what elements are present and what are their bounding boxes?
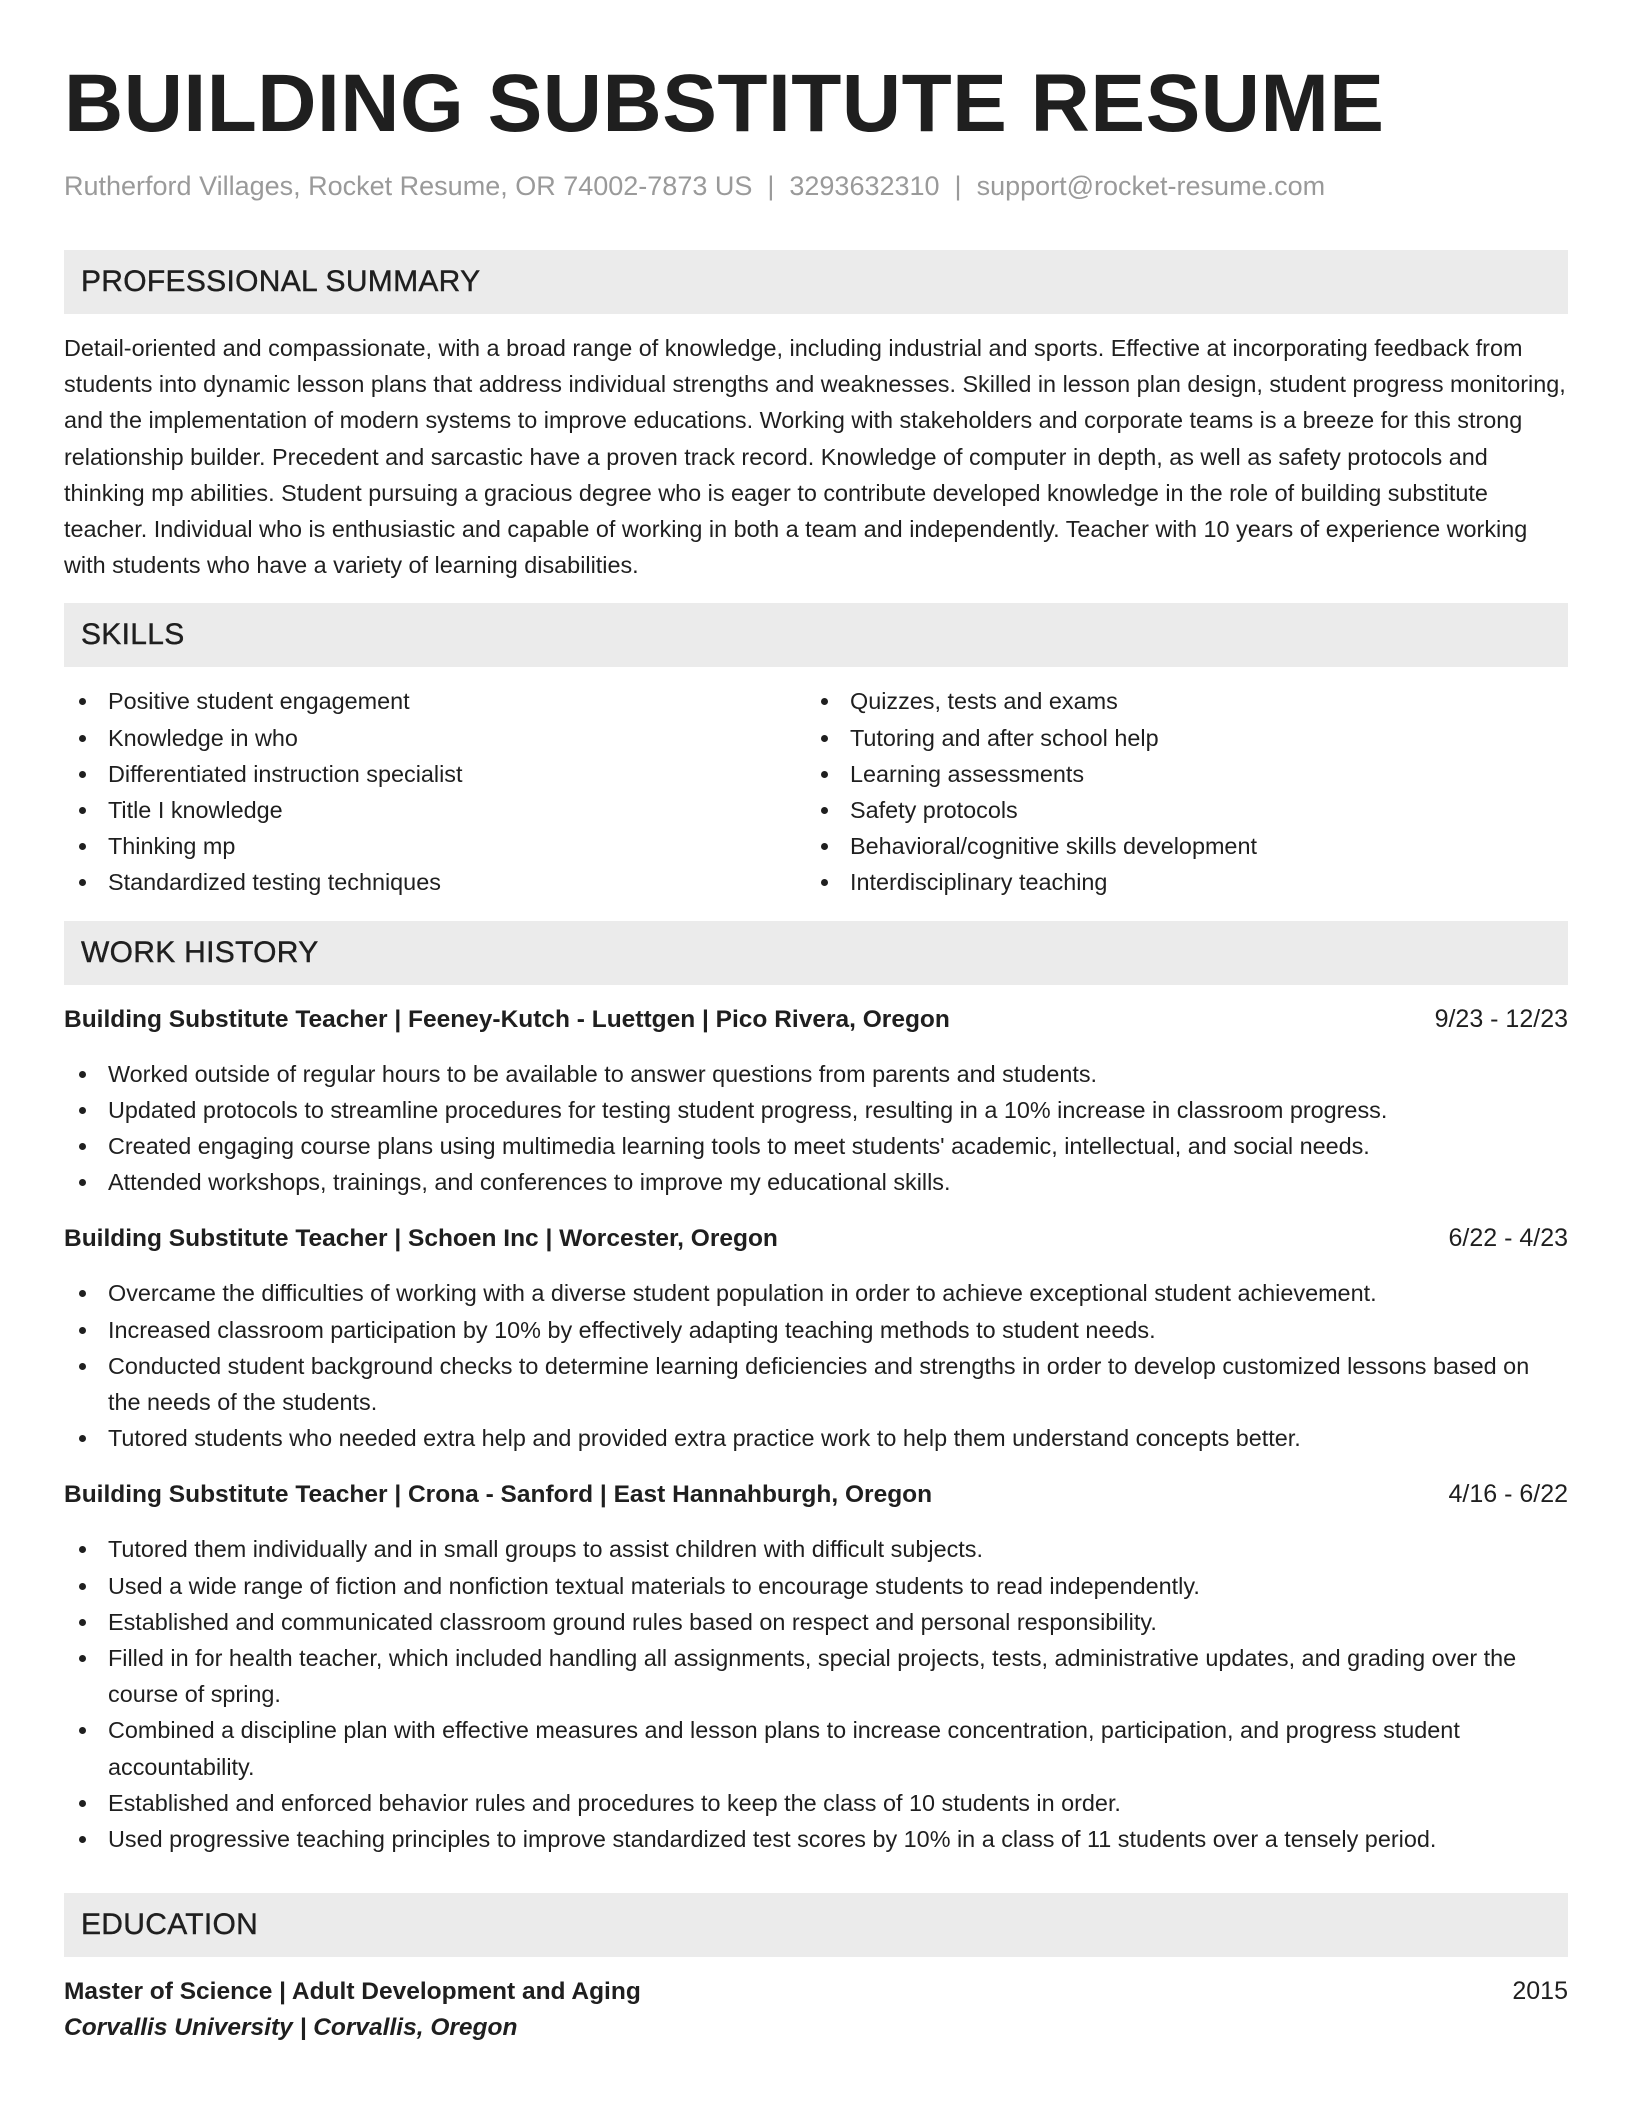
skill-item: Safety protocols [806, 792, 1548, 828]
skill-item: Standardized testing techniques [64, 864, 806, 900]
skills-heading: SKILLS [64, 603, 1568, 667]
job-dates: 9/23 - 12/23 [1434, 1004, 1568, 1033]
summary-heading: PROFESSIONAL SUMMARY [64, 250, 1568, 314]
job-bullets [64, 1531, 1568, 1857]
job-bullet: Established and enforced behavior rules and procedures to keep the class of 10 students in order. [64, 1785, 1568, 1821]
job-title: Building Substitute Teacher | Crona - Sanford | East Hannahburgh, Oregon [64, 1481, 933, 1509]
education-year: 2015 [1512, 1977, 1568, 2006]
skill-item: Thinking mp [64, 828, 806, 864]
contact-email: support@rocket-resume.com [976, 171, 1326, 201]
job-bullet: Conducted student background checks to determine learning deficiencies and strengths in order to develop customized lessons based on the needs of the students. [64, 1348, 1568, 1420]
job-bullet: Tutored students who needed extra help and provided extra practice work to help them understand concepts better. [64, 1420, 1568, 1456]
job-header [64, 1220, 1568, 1257]
contact-line [64, 168, 1568, 204]
job-bullet: Worked outside of regular hours to be available to answer questions from parents and students. [64, 1056, 1568, 1092]
summary-text: Detail-oriented and compassionate, with a broad range of knowledge, including industrial and sports. Effective at incorporating feedback from students into dynamic lesson plans that address individual strengths and weaknesses. Skilled in lesson plan design, student progress monitoring, and the implementation of modern systems to improve educations. Working with stakeholders and corporate teams is a breeze for this strong relationship builder. Precedent and sarcastic have a proven track record. Knowledge of computer in depth, as well as safety protocols and thinking mp abilities. Student pursuing a gracious degree who is eager to contribute developed knowledge in the role of building substitute teacher. Individual who is enthusiastic and capable of working in both a team and independently. Teacher with 10 years of experience working with students who have a variety of learning disabilities. [64, 335, 1566, 579]
skill-item: Differentiated instruction specialist [64, 756, 806, 792]
job-title: Building Substitute Teacher | Schoen Inc | Worcester, Oregon [64, 1225, 778, 1253]
education-school: Corvallis University | Corvallis, Oregon [64, 2014, 518, 2042]
skills-column-right [806, 683, 1548, 900]
contact-separator: | [767, 171, 775, 201]
job-entry [64, 1476, 1568, 1857]
contact-phone: 3293632310 [789, 171, 940, 201]
work-heading: WORK HISTORY [64, 921, 1568, 985]
job-bullet: Filled in for health teacher, which included handling all assignments, special projects, tests, administrative updates, and grading over the course of spring. [64, 1640, 1568, 1712]
skill-item: Learning assessments [806, 756, 1548, 792]
skill-item: Knowledge in who [64, 720, 806, 756]
skills-column-left [64, 683, 806, 900]
job-title: Building Substitute Teacher | Feeney-Kutch - Luettgen | Pico Rivera, Oregon [64, 1005, 950, 1033]
job-bullet: Increased classroom participation by 10% by effectively adapting teaching methods to student needs. [64, 1312, 1568, 1348]
job-bullets [64, 1056, 1568, 1201]
job-bullet: Established and communicated classroom ground rules based on respect and personal responsibility. [64, 1604, 1568, 1640]
education-header [64, 1973, 1568, 2010]
job-dates: 6/22 - 4/23 [1448, 1224, 1568, 1253]
job-bullet: Attended workshops, trainings, and conferences to improve my educational skills. [64, 1164, 1568, 1200]
skills-list [64, 683, 1568, 900]
work-history [64, 1001, 1568, 1858]
skill-item: Positive student engagement [64, 683, 806, 719]
skill-item: Tutoring and after school help [806, 720, 1548, 756]
education-degree: Master of Science | Adult Development and Aging [64, 1978, 641, 2006]
job-bullet: Tutored them individually and in small groups to assist children with difficult subjects. [64, 1531, 1568, 1567]
job-bullet: Used a wide range of fiction and nonfiction textual materials to encourage students to read independently. [64, 1568, 1568, 1604]
skill-item: Behavioral/cognitive skills development [806, 828, 1548, 864]
contact-separator: | [954, 171, 962, 201]
job-bullet: Updated protocols to streamline procedures for testing student progress, resulting in a 10% increase in classroom progress. [64, 1092, 1568, 1128]
job-entry [64, 1001, 1568, 1201]
job-entry [64, 1220, 1568, 1456]
job-bullets [64, 1275, 1568, 1456]
job-header [64, 1476, 1568, 1513]
job-bullet: Combined a discipline plan with effective measures and lesson plans to increase concentration, participation, and progress student accountability. [64, 1712, 1568, 1784]
job-bullet: Overcame the difficulties of working with a diverse student population in order to achieve exceptional student achievement. [64, 1275, 1568, 1311]
contact-address: Rutherford Villages, Rocket Resume, OR 74002-7873 US [64, 171, 753, 201]
education-entry [64, 1973, 1568, 2046]
job-header [64, 1001, 1568, 1038]
job-dates: 4/16 - 6/22 [1448, 1480, 1568, 1509]
skill-item: Title I knowledge [64, 792, 806, 828]
job-bullet: Used progressive teaching principles to improve standardized test scores by 10% in a class of 11 students over a tensely period. [64, 1821, 1568, 1857]
skill-item: Quizzes, tests and exams [806, 683, 1548, 719]
resume-name: BUILDING SUBSTITUTE RESUME [64, 58, 1385, 149]
education-heading: EDUCATION [64, 1893, 1568, 1957]
skill-item: Interdisciplinary teaching [806, 864, 1548, 900]
job-bullet: Created engaging course plans using multimedia learning tools to meet students' academic, intellectual, and social needs. [64, 1128, 1568, 1164]
